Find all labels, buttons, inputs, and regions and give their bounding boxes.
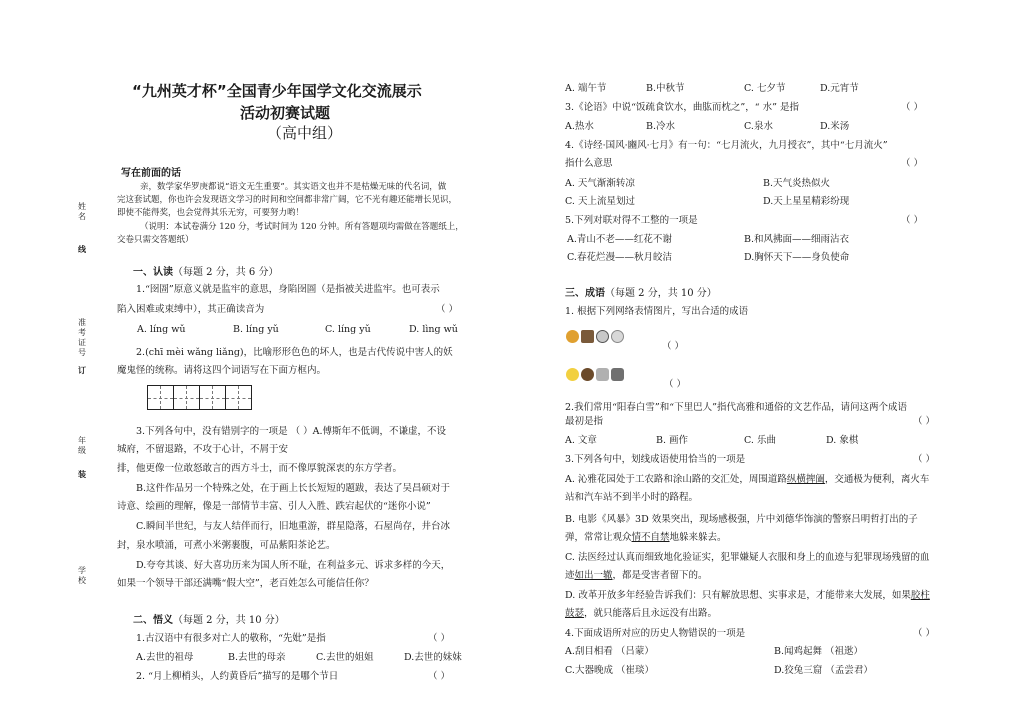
option-b: B. 画作: [656, 435, 689, 446]
option-c: C.泉水: [744, 121, 773, 132]
question-text: 2. “月上柳梢头，人约黄昏后”描写的是哪个节日: [136, 671, 339, 682]
option-a: A.青山不老——红花不谢: [567, 234, 672, 245]
answer-bracket: （ ）: [664, 379, 687, 390]
option-a: A. 端午节: [565, 83, 607, 94]
answer-bracket: （ ）: [913, 416, 936, 427]
section-3-title: [565, 284, 717, 299]
emoji-picture-2: [566, 368, 624, 381]
option-c: 封，泉水喷涌，可煮小米粥裹腹，可品紫阳茶论艺。: [117, 540, 336, 551]
question-text: 排，他更像一位敢怒敢言的西方斗士，而不像厚貌深衷的东方学者。: [117, 463, 403, 474]
answer-bracket: （ ）: [662, 341, 685, 352]
question-text: 1.古汉语中有很多对亡人的敬称，“先妣”是指: [136, 633, 326, 644]
answer-bracket: （ ）: [901, 215, 924, 226]
option-a: [565, 473, 929, 486]
question-text: 5.下列对联对得不工整的一项是: [565, 215, 698, 226]
question-text: 指什么意思: [565, 158, 613, 169]
option-b: B.去世的母亲: [228, 652, 286, 663]
option-c: C.瞬间半世纪，与友人结伴而行，旧地重游，群星隐落，石屋尚存，井台冰: [136, 521, 450, 532]
option-d: D.元宵节: [820, 83, 859, 94]
option-b: B. líng yǔ: [233, 324, 279, 335]
underlined-idiom: 鼓瑟: [565, 608, 585, 619]
question-text: 4.下面成语所对应的历史人物错误的一项是: [565, 628, 746, 639]
preface-note: （说明：本试卷满分 120 分，考试时间为 120 分钟。所有答题项均需做在答题纸上，: [140, 222, 464, 232]
option-b: B.冷水: [646, 121, 676, 132]
section-2-title: [133, 611, 285, 626]
preface-text: 亲，数学家华罗庚都说“语文无生重要”。其实语文也并不是枯燥无味的代名词，做: [140, 182, 447, 192]
option-c: C. 七夕节: [744, 83, 786, 94]
option-text: ，都是受害者留下的。: [612, 570, 708, 581]
option-d: D.去世的妹妹: [404, 652, 462, 663]
option-a: A.热水: [565, 121, 594, 132]
question-text: 3.下列各句中，划线成语使用恰当的一项是: [565, 454, 746, 465]
writing-cell[interactable]: [225, 385, 252, 410]
answer-bracket: （ ）: [901, 158, 924, 169]
option-text: A. 沁雅花园处于工农路和涂山路的交汇处，周围道路: [565, 474, 787, 485]
face-icon: [566, 368, 579, 381]
option-d: D.狡兔三窟 （孟尝君）: [774, 665, 873, 676]
side-label-grade: 年级: [78, 436, 86, 455]
question-text: 魔鬼怪的统称。请将这四个词语写在下面方框内。: [117, 365, 327, 376]
option-a: A. 文章: [565, 435, 597, 446]
question-text: 陷入困难或束缚中），其正确读音为: [117, 304, 265, 315]
option-text: 弹，常常让观众: [565, 532, 632, 543]
option-a: A.去世的祖母: [136, 652, 194, 663]
fish-icon: [566, 330, 579, 343]
writing-cell[interactable]: [199, 385, 226, 410]
question-text: 3.下列各句中，没有错别字的一项是 （ ）A.傅斯年不低调，不谦虚，不设: [136, 426, 446, 437]
section-title: 一、认读: [133, 267, 173, 278]
side-label-line: 线: [78, 245, 86, 254]
answer-bracket: （ ）: [913, 454, 936, 465]
option-b: B.天气炎热似火: [763, 178, 831, 189]
option-b: B.这件作品另一个特殊之处，在于画上长长短短的题跋，表达了吴昌硕对于: [136, 483, 451, 494]
answer-bracket: （ ）: [901, 102, 924, 113]
option-a: A.刮目相看 （吕蒙）: [565, 646, 654, 657]
preface-text: 完这套试题，你也许会发现语文学习的时间和空间都非常广阔，它不光有趣还能增长见识，: [117, 195, 458, 205]
underlined-idiom: 情不自禁: [631, 532, 670, 543]
question-text: 1. 根据下列网络表情图片，写出合适的成语: [565, 306, 749, 317]
option-d: D.米汤: [820, 121, 850, 132]
section-title: 三、成语: [565, 288, 605, 299]
option-b: B.闻鸡起舞 （祖逖）: [774, 646, 864, 657]
option-d: 如果一个领导干部还满嘴“假大空”，老百姓怎么可能信任你？: [117, 578, 374, 589]
writing-cell[interactable]: [147, 385, 174, 410]
side-label-name: 姓名: [78, 202, 86, 221]
section-note: （每题 2 分，共 10 分）: [173, 615, 285, 626]
section-note: （每题 2 分，共 10 分）: [605, 288, 717, 299]
underlined-idiom: 如出一辙: [574, 570, 613, 581]
option-text: 迹: [565, 570, 575, 581]
option-d: D. lìng wǔ: [409, 324, 458, 335]
answer-bracket: （ ）: [913, 628, 936, 639]
side-label-school: 学校: [78, 566, 86, 585]
option-b: [565, 531, 727, 544]
option-d: D.胸怀天下——身负使命: [744, 252, 850, 263]
answer-bracket: （ ）: [436, 304, 459, 315]
writing-grid[interactable]: [147, 385, 251, 410]
option-c: C. líng yǔ: [325, 324, 371, 335]
section-1-title: [133, 263, 278, 278]
emoji-picture-1: [566, 330, 624, 343]
option-c: C.去世的姐姐: [316, 652, 374, 663]
person-icon: [581, 368, 594, 381]
option-b: B.和风拂面——细雨沾衣: [744, 234, 850, 245]
option-b: B. 电影《风暴》3D 效果突出，现场感极强，片中刘德华饰演的警察吕明哲打出的子: [565, 514, 918, 525]
option-b: 诗意、绘画的理解，像是一部情节丰富、引人入胜、跌宕起伏的“迷你小说”: [117, 501, 431, 512]
option-text: ，交通极为便利，离火车: [824, 474, 930, 485]
preface-heading: 写在前面的话: [121, 168, 181, 179]
exam-title-line2: 活动初赛试题: [240, 104, 331, 122]
question-text: 城府，不留退路，不攻于心计，不屑于安: [117, 444, 289, 455]
exam-title-line3: （高中组）: [267, 124, 343, 142]
preface-note: 交卷只需交答题纸）: [117, 235, 194, 245]
underlined-idiom: 胶柱: [910, 590, 930, 601]
elephant-icon: [611, 368, 624, 381]
option-c: C. 乐曲: [744, 435, 776, 446]
answer-bracket: （ ）: [428, 671, 451, 682]
option-a: A. líng wǔ: [137, 324, 186, 335]
option-c: C.春花烂漫——秋月皎洁: [567, 252, 672, 263]
question-text: 3.《论语》中说“饭疏食饮水，曲肱而枕之”，“ 水” 是指: [565, 102, 800, 113]
section-note: （每题 2 分，共 6 分）: [173, 267, 279, 278]
option-text: ，就只能落后且永远没有出路。: [584, 608, 718, 619]
side-label-bind: 装: [78, 470, 86, 479]
option-b: B.中秋节: [646, 83, 685, 94]
option-d: D.夸夸其谈、好大喜功历来为国人所不耻，在利益多元、诉求多样的今天，: [136, 560, 451, 571]
side-label-staple: 订: [78, 366, 86, 375]
section-title: 二、悟义: [133, 615, 173, 626]
answer-bracket: （ ）: [428, 633, 451, 644]
option-text: D. 改革开放多年经验告诉我们：只有解放思想、实事求是，才能带来大发展，如果: [565, 590, 911, 601]
option-text: 地躲来躲去。: [669, 532, 727, 543]
exam-title-line1: “九州英才杯”全国青少年国学文化交流展示: [132, 82, 422, 100]
music-note-icon: [581, 330, 594, 343]
option-d: D. 象棋: [826, 435, 859, 446]
option-c: C. 法医经过认真而细致地化验证实，犯罪嫌疑人衣服和身上的血迹与犯罪现场残留的血: [565, 552, 930, 563]
question-text: 最初是指: [565, 416, 604, 427]
option-d: [565, 607, 717, 620]
option-a: 站和汽车站不到半小时的路程。: [565, 492, 699, 503]
option-c: C.大器晚成 （崔琰）: [565, 665, 654, 676]
option-d: [565, 589, 930, 602]
ball-icon: [611, 330, 624, 343]
question-text: 4.《诗经·国风·豳风·七月》有一句：“七月流火，九月授衣”，其中“七月流火”: [565, 140, 888, 151]
option-c: C. 天上流星划过: [565, 196, 635, 207]
writing-cell[interactable]: [173, 385, 200, 410]
question-text: 2.我们常用“阳春白雪”和“下里巴人”指代高雅和通俗的文艺作品，请问这两个成语: [565, 402, 907, 413]
spiral-icon: [596, 330, 609, 343]
underlined-idiom: 纵横捭阖: [786, 474, 825, 485]
preface-text: 即使不能得奖，也会觉得其乐无穷，可要努力哟！: [117, 208, 305, 218]
side-label-ticket: 准考证号: [78, 318, 86, 357]
option-d: D.天上星星精彩纷现: [763, 196, 850, 207]
question-text: 1.“囹圄”原意义就是监牢的意思，身陷囹圄（是指被关进监牢。也可表示: [136, 284, 440, 295]
option-a: A. 天气渐渐转凉: [565, 178, 635, 189]
question-text: 2.(chī mèi wǎng liǎng)，比喻形形色色的坏人，也是古代传说中害人的妖: [136, 347, 453, 358]
hands-icon: [596, 368, 609, 381]
option-c: [565, 569, 708, 582]
